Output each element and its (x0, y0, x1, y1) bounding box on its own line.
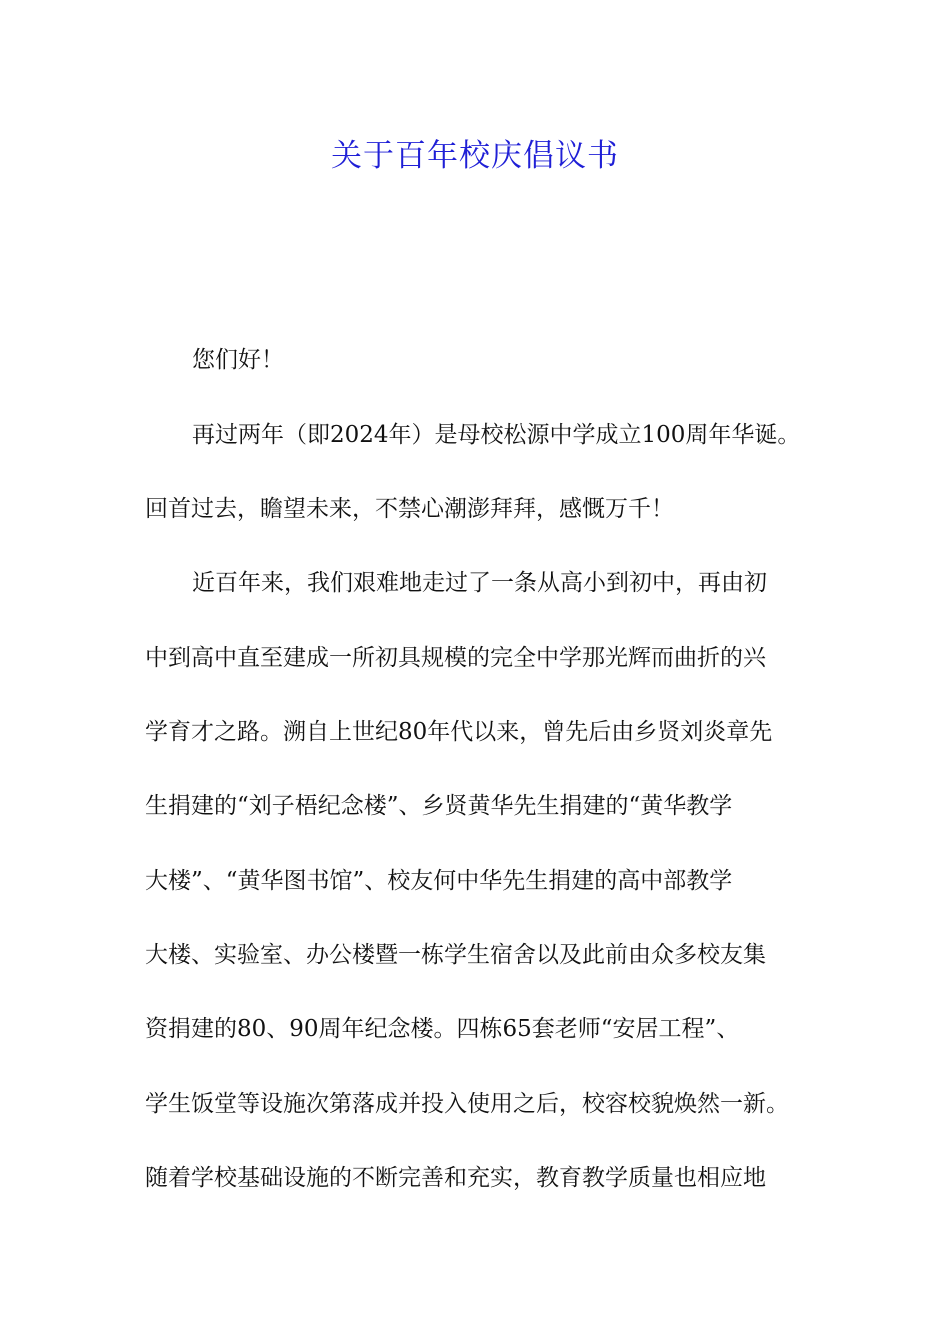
document-title: 关于百年校庆倡议书 (331, 138, 619, 174)
paragraph-line: 大楼、实验室、办公楼暨一栋学生宿舍以及此前由众多校友集 (145, 942, 766, 968)
paragraph-line: 再过两年（即2024年）是母校松源中学成立100周年华诞。 (192, 422, 801, 448)
greeting-line: 您们好！ (192, 347, 284, 373)
paragraph-line: 学生饭堂等设施次第落成并投入使用之后，校容校貌焕然一新。 (145, 1091, 789, 1117)
paragraph-line: 近百年来，我们艰难地走过了一条从高小到初中，再由初 (192, 570, 767, 596)
paragraph-line: 学育才之路。溯自上世纪80年代以来，曾先后由乡贤刘炎章先 (145, 719, 773, 745)
paragraph-line: 回首过去，瞻望未来，不禁心潮澎拜拜，感慨万千！ (145, 496, 674, 522)
paragraph-line: 大楼”、“黄华图书馆”、校友何中华先生捐建的高中部教学 (145, 868, 733, 894)
paragraph-line: 随着学校基础设施的不断完善和充实，教育教学质量也相应地 (145, 1165, 766, 1191)
paragraph-line: 中到高中直至建成一所初具规模的完全中学那光辉而曲折的兴 (145, 645, 766, 671)
paragraph-line: 生捐建的“刘子梧纪念楼”、乡贤黄华先生捐建的“黄华教学 (145, 793, 733, 819)
paragraph-line: 资捐建的80、90周年纪念楼。四栋65套老师“安居工程”、 (145, 1016, 740, 1042)
